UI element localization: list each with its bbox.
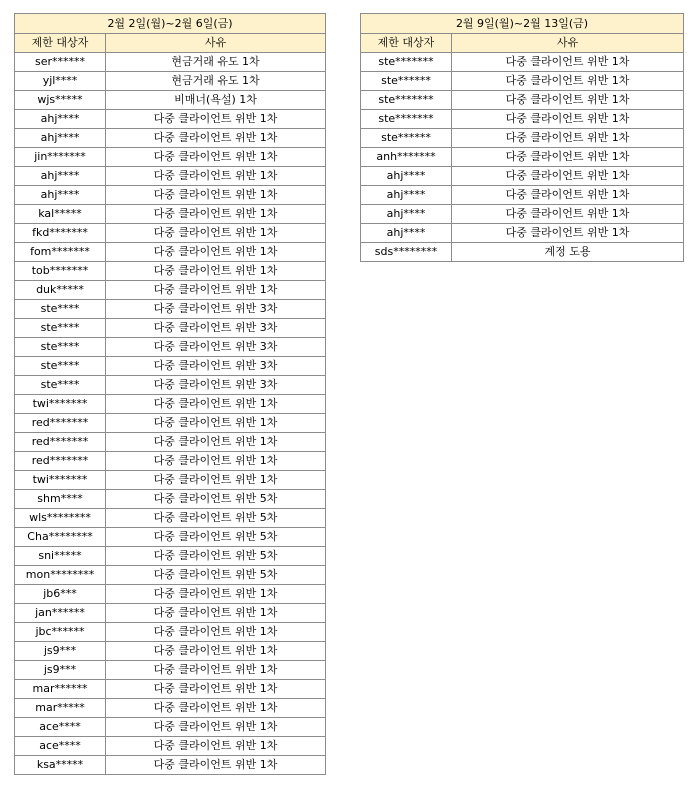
cell-target: sni***** xyxy=(15,547,106,566)
table-row xyxy=(361,186,684,205)
table-row xyxy=(361,129,684,148)
table-title-row xyxy=(15,14,326,34)
cell-target: ste******* xyxy=(361,91,452,110)
cell-reason: 다중 클라이언트 위반 3차 xyxy=(106,357,326,376)
cell-target: wjs***** xyxy=(15,91,106,110)
cell-target: jin******* xyxy=(15,148,106,167)
cell-reason: 다중 클라이언트 위반 1차 xyxy=(106,604,326,623)
table-row xyxy=(15,471,326,490)
table-row xyxy=(15,148,326,167)
cell-target: ste******* xyxy=(361,53,452,72)
table-row xyxy=(15,319,326,338)
cell-reason: 다중 클라이언트 위반 5차 xyxy=(106,509,326,528)
table-row xyxy=(15,566,326,585)
cell-reason: 다중 클라이언트 위반 1차 xyxy=(106,699,326,718)
table-row xyxy=(15,509,326,528)
table-row xyxy=(15,167,326,186)
table-row xyxy=(15,129,326,148)
cell-reason: 다중 클라이언트 위반 1차 xyxy=(106,148,326,167)
table-row xyxy=(15,395,326,414)
cell-reason: 다중 클라이언트 위반 5차 xyxy=(106,490,326,509)
cell-reason: 다중 클라이언트 위반 1차 xyxy=(106,642,326,661)
cell-target: ahj**** xyxy=(15,186,106,205)
cell-reason: 다중 클라이언트 위반 1차 xyxy=(106,414,326,433)
cell-target: ahj**** xyxy=(361,224,452,243)
table-row xyxy=(15,110,326,129)
table-row xyxy=(15,224,326,243)
cell-reason: 다중 클라이언트 위반 5차 xyxy=(106,528,326,547)
cell-target: ahj**** xyxy=(361,186,452,205)
cell-target: ahj**** xyxy=(15,110,106,129)
cell-target: tob******* xyxy=(15,262,106,281)
cell-target: ste**** xyxy=(15,300,106,319)
table-row xyxy=(361,148,684,167)
cell-target: jb6*** xyxy=(15,585,106,604)
table-row xyxy=(361,224,684,243)
table-row xyxy=(15,243,326,262)
cell-reason: 다중 클라이언트 위반 1차 xyxy=(106,433,326,452)
cell-target: ahj**** xyxy=(361,167,452,186)
cell-target: ahj**** xyxy=(15,129,106,148)
cell-reason: 다중 클라이언트 위반 1차 xyxy=(452,148,684,167)
cell-reason: 다중 클라이언트 위반 1차 xyxy=(452,72,684,91)
table-row xyxy=(15,490,326,509)
cell-reason: 다중 클라이언트 위반 1차 xyxy=(452,224,684,243)
cell-target: fkd******* xyxy=(15,224,106,243)
cell-target: yjl**** xyxy=(15,72,106,91)
cell-target: ste**** xyxy=(15,357,106,376)
table-row xyxy=(15,433,326,452)
cell-target: ste****** xyxy=(361,129,452,148)
table-row xyxy=(15,661,326,680)
cell-reason: 다중 클라이언트 위반 1차 xyxy=(106,756,326,775)
table-row xyxy=(15,699,326,718)
cell-reason: 다중 클라이언트 위반 1차 xyxy=(106,167,326,186)
cell-reason: 다중 클라이언트 위반 1차 xyxy=(106,205,326,224)
cell-reason: 다중 클라이언트 위반 3차 xyxy=(106,338,326,357)
restriction-table-week1 xyxy=(14,13,326,775)
cell-reason: 다중 클라이언트 위반 1차 xyxy=(106,395,326,414)
table-body xyxy=(15,53,326,775)
cell-target: ahj**** xyxy=(15,167,106,186)
cell-target: jan****** xyxy=(15,604,106,623)
cell-reason: 다중 클라이언트 위반 1차 xyxy=(452,167,684,186)
cell-target: Cha******** xyxy=(15,528,106,547)
table-row xyxy=(361,205,684,224)
column-header-reason: 사유 xyxy=(106,34,326,53)
table-row xyxy=(15,642,326,661)
table-row xyxy=(15,585,326,604)
cell-target: anh******* xyxy=(361,148,452,167)
cell-target: ace**** xyxy=(15,718,106,737)
cell-reason: 다중 클라이언트 위반 3차 xyxy=(106,376,326,395)
table-row xyxy=(361,243,684,262)
cell-reason: 다중 클라이언트 위반 1차 xyxy=(106,224,326,243)
table-row xyxy=(15,72,326,91)
table-title: 2월 2일(월)~2월 6일(금) xyxy=(15,14,326,34)
table-row xyxy=(15,376,326,395)
table-row xyxy=(361,91,684,110)
table-row xyxy=(15,186,326,205)
column-header-target: 제한 대상자 xyxy=(361,34,452,53)
table-row xyxy=(15,547,326,566)
cell-reason: 다중 클라이언트 위반 1차 xyxy=(106,243,326,262)
table-row xyxy=(15,357,326,376)
cell-reason: 다중 클라이언트 위반 5차 xyxy=(106,547,326,566)
table-row xyxy=(15,604,326,623)
cell-reason: 다중 클라이언트 위반 1차 xyxy=(106,737,326,756)
cell-target: ser****** xyxy=(15,53,106,72)
cell-target: ste******* xyxy=(361,110,452,129)
table-row xyxy=(15,528,326,547)
cell-reason: 다중 클라이언트 위반 5차 xyxy=(106,566,326,585)
cell-target: red******* xyxy=(15,452,106,471)
cell-reason: 다중 클라이언트 위반 1차 xyxy=(106,585,326,604)
cell-target: wls******** xyxy=(15,509,106,528)
table-header-row xyxy=(361,34,684,53)
cell-target: twi******* xyxy=(15,471,106,490)
cell-reason: 다중 클라이언트 위반 3차 xyxy=(106,300,326,319)
table-row xyxy=(361,167,684,186)
cell-target: ste**** xyxy=(15,338,106,357)
cell-target: kal***** xyxy=(15,205,106,224)
cell-target: fom******* xyxy=(15,243,106,262)
cell-reason: 다중 클라이언트 위반 1차 xyxy=(452,129,684,148)
cell-target: mon******** xyxy=(15,566,106,585)
cell-reason: 다중 클라이언트 위반 1차 xyxy=(106,680,326,699)
cell-target: red******* xyxy=(15,433,106,452)
table-row xyxy=(15,680,326,699)
cell-target: ace**** xyxy=(15,737,106,756)
table-row xyxy=(15,718,326,737)
cell-reason: 다중 클라이언트 위반 1차 xyxy=(106,718,326,737)
cell-target: ste**** xyxy=(15,376,106,395)
table-header-row xyxy=(15,34,326,53)
table-row xyxy=(15,452,326,471)
table-row xyxy=(15,756,326,775)
restriction-table-week2 xyxy=(360,13,684,262)
cell-reason: 다중 클라이언트 위반 1차 xyxy=(106,471,326,490)
cell-reason: 다중 클라이언트 위반 1차 xyxy=(106,129,326,148)
cell-reason: 다중 클라이언트 위반 1차 xyxy=(452,186,684,205)
table-title: 2월 9일(월)~2월 13일(금) xyxy=(361,14,684,34)
cell-target: ste**** xyxy=(15,319,106,338)
cell-reason: 다중 클라이언트 위반 1차 xyxy=(106,452,326,471)
table-row xyxy=(15,262,326,281)
table-row xyxy=(15,281,326,300)
cell-reason: 현금거래 유도 1차 xyxy=(106,72,326,91)
column-header-reason: 사유 xyxy=(452,34,684,53)
cell-target: shm**** xyxy=(15,490,106,509)
cell-reason: 다중 클라이언트 위반 1차 xyxy=(106,281,326,300)
cell-target: ksa***** xyxy=(15,756,106,775)
cell-reason: 다중 클라이언트 위반 1차 xyxy=(452,110,684,129)
cell-reason: 다중 클라이언트 위반 1차 xyxy=(106,186,326,205)
cell-target: js9*** xyxy=(15,642,106,661)
cell-reason: 다중 클라이언트 위반 1차 xyxy=(452,205,684,224)
table-row xyxy=(15,623,326,642)
table-title-row xyxy=(361,14,684,34)
cell-reason: 계정 도용 xyxy=(452,243,684,262)
table-body xyxy=(361,53,684,262)
cell-target: mar****** xyxy=(15,680,106,699)
cell-reason: 다중 클라이언트 위반 3차 xyxy=(106,319,326,338)
table-row xyxy=(361,110,684,129)
cell-target: sds******** xyxy=(361,243,452,262)
column-header-target: 제한 대상자 xyxy=(15,34,106,53)
table-row xyxy=(15,414,326,433)
cell-target: js9*** xyxy=(15,661,106,680)
cell-reason: 다중 클라이언트 위반 1차 xyxy=(452,91,684,110)
table-row xyxy=(361,53,684,72)
table-row xyxy=(361,72,684,91)
cell-target: red******* xyxy=(15,414,106,433)
cell-reason: 다중 클라이언트 위반 1차 xyxy=(106,110,326,129)
cell-reason: 다중 클라이언트 위반 1차 xyxy=(106,661,326,680)
table-row xyxy=(15,53,326,72)
cell-target: jbc****** xyxy=(15,623,106,642)
cell-target: ste****** xyxy=(361,72,452,91)
table-row xyxy=(15,91,326,110)
cell-reason: 현금거래 유도 1차 xyxy=(106,53,326,72)
table-row xyxy=(15,338,326,357)
table-row xyxy=(15,737,326,756)
cell-reason: 다중 클라이언트 위반 1차 xyxy=(106,623,326,642)
cell-target: twi******* xyxy=(15,395,106,414)
cell-reason: 다중 클라이언트 위반 1차 xyxy=(106,262,326,281)
cell-reason: 다중 클라이언트 위반 1차 xyxy=(452,53,684,72)
cell-reason: 비매너(욕설) 1차 xyxy=(106,91,326,110)
table-row xyxy=(15,300,326,319)
cell-target: duk***** xyxy=(15,281,106,300)
cell-target: ahj**** xyxy=(361,205,452,224)
cell-target: mar***** xyxy=(15,699,106,718)
table-row xyxy=(15,205,326,224)
